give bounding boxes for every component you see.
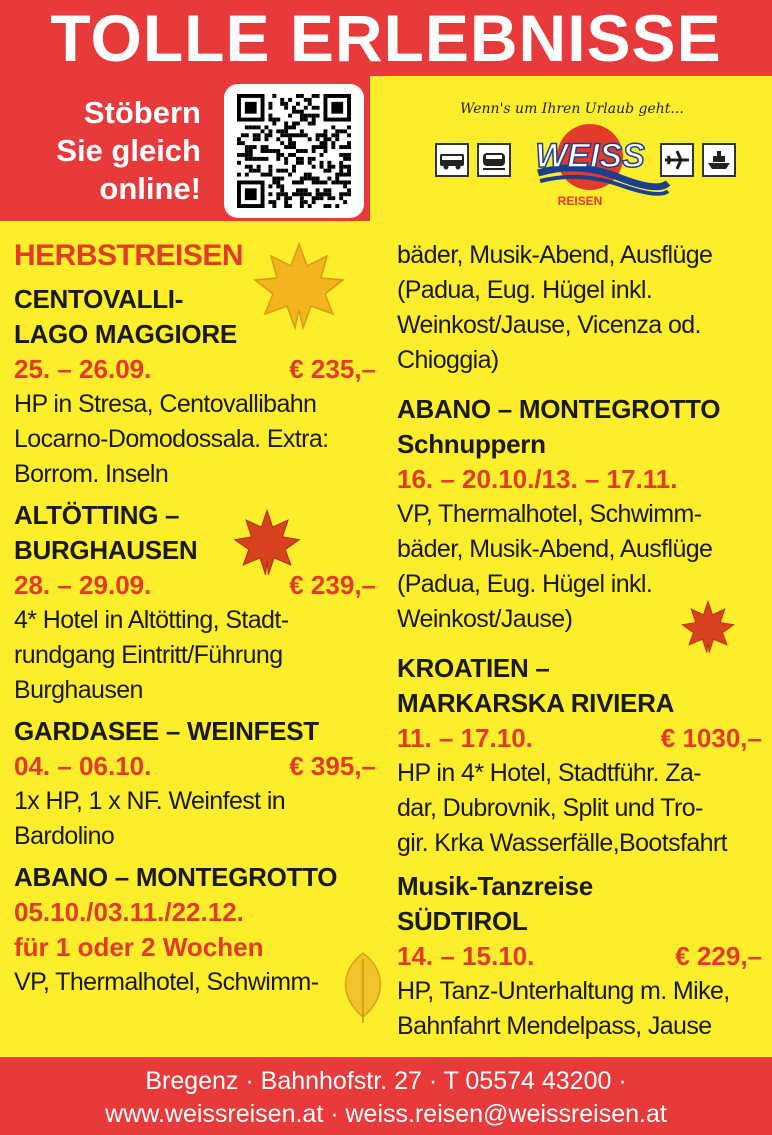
trip-desc: Locarno-Domodossala. Extra: [14, 425, 329, 453]
promo-line: Stöbern [83, 95, 201, 130]
trip-dates: 28. – 29.09. [14, 570, 152, 600]
trip-title: BURGHAUSEN [14, 535, 198, 565]
footer-address: Bregenz · Bahnhofstr. 27 · T 05574 43200 · [145, 1067, 627, 1095]
trip-gardasee[interactable] [14, 714, 376, 854]
trip-desc: HP, Tanz-Unterhaltung m. Mike, [397, 977, 730, 1005]
promo-line: online! [99, 171, 201, 206]
trip-abano[interactable] [14, 860, 376, 1000]
trip-desc: dar, Dubrovnik, Split und Tro- [397, 794, 703, 822]
trip-desc: HP in Stresa, Centovallibahn [14, 390, 317, 418]
trip-desc: Bahnfahrt Mendelpass, Jause [397, 1012, 712, 1040]
trip-desc: Weinkost/Jause) [397, 605, 573, 633]
maple-leaf-icon [244, 236, 354, 336]
maple-leaf-icon [680, 596, 736, 658]
trip-desc: VP, Thermalhotel, Schwimm- [14, 968, 319, 996]
left-column [14, 236, 376, 1000]
trip-desc: Borrom. Inseln [14, 460, 169, 488]
trip-title: Schnuppern [397, 429, 546, 459]
trip-dates: 05.10./03.11./22.12. [14, 897, 244, 927]
trip-desc: Bardolino [14, 822, 115, 850]
trip-title: MARKARSKA RIVIERA [397, 688, 675, 718]
trip-desc: (Padua, Eug. Hügel inkl. [397, 570, 653, 598]
trip-title: KROATIEN – [397, 653, 550, 683]
trip-title: SÜDTIROL [397, 906, 528, 936]
footer [0, 1057, 772, 1135]
logo-sub: REISEN [557, 194, 603, 208]
trip-desc: 1x HP, 1 x NF. Weinfest in [14, 787, 286, 815]
trip-desc: gir. Krka Wasserfälle,Bootsfahrt [397, 829, 728, 857]
train-icon [477, 143, 511, 177]
trip-desc: HP in 4* Hotel, Stadtführ. Za- [397, 759, 701, 787]
trip-title: ABANO – MONTEGROTTO [14, 862, 338, 892]
qr-code-icon [236, 94, 352, 208]
logo-slogan: Wenn's um Ihren Urlaub geht... [460, 101, 684, 117]
trip-title: CENTOVALLI- [14, 284, 184, 314]
trip-price: € 395,– [289, 751, 376, 781]
trip-desc: Chioggia) [397, 346, 499, 374]
leaf-icon [334, 948, 392, 1028]
promo-text [0, 76, 215, 221]
trip-desc: rundgang Eintritt/Führung [14, 641, 283, 669]
trip-extra: für 1 oder 2 Wochen [14, 932, 264, 962]
trip-price: € 1030,– [660, 723, 762, 753]
ship-icon [702, 143, 736, 177]
trip-dates: 25. – 26.09. [14, 354, 152, 384]
footer-contact[interactable]: www.weissreisen.at · weiss.reisen@weissreisen.at [105, 1100, 667, 1128]
trip-price: € 229,– [675, 941, 762, 971]
trip-dates: 16. – 20.10./13. – 17.11. [397, 464, 678, 494]
trip-price: € 239,– [289, 570, 376, 600]
trip-dates: 14. – 15.10. [397, 941, 535, 971]
section-title: HERBSTREISEN [14, 239, 244, 272]
airplane-icon [660, 143, 694, 177]
trip-desc: 4* Hotel in Altötting, Stadt- [14, 606, 289, 634]
trip-dates: 11. – 17.10. [397, 723, 533, 753]
trip-desc: Burghausen [14, 676, 143, 704]
trip-suedtirol[interactable] [397, 869, 762, 1044]
logo-brand: WEISS [535, 137, 645, 175]
weiss-brand-mark [518, 121, 678, 209]
maple-leaf-icon [232, 500, 302, 585]
weiss-logo [420, 95, 760, 215]
trip-altoetting[interactable] [14, 498, 376, 708]
qr-code[interactable] [224, 84, 364, 218]
promo-line: Sie gleich [56, 133, 201, 168]
trip-desc: Weinkost/Jause, Vicenza od. [397, 311, 701, 339]
trip-title: ALTÖTTING – [14, 500, 180, 530]
trip-title: GARDASEE – WEINFEST [14, 716, 319, 746]
trip-desc: VP, Thermalhotel, Schwimm- [397, 500, 702, 528]
trip-dates: 04. – 06.10. [14, 751, 152, 781]
trip-title: ABANO – MONTEGROTTO [397, 394, 721, 424]
trip-desc: bäder, Musik-Abend, Ausflüge [397, 241, 713, 269]
trip-kroatien[interactable] [397, 651, 762, 861]
trip-desc: bäder, Musik-Abend, Ausflüge [397, 535, 713, 563]
trip-title: Musik-Tanzreise [397, 871, 593, 901]
trip-price: € 235,– [289, 354, 376, 384]
bus-icon [435, 143, 469, 177]
trip-title: LAGO MAGGIORE [14, 319, 237, 349]
banner-title: TOLLE ERLEBNISSE [0, 0, 772, 76]
trip-desc: (Padua, Eug. Hügel inkl. [397, 276, 653, 304]
